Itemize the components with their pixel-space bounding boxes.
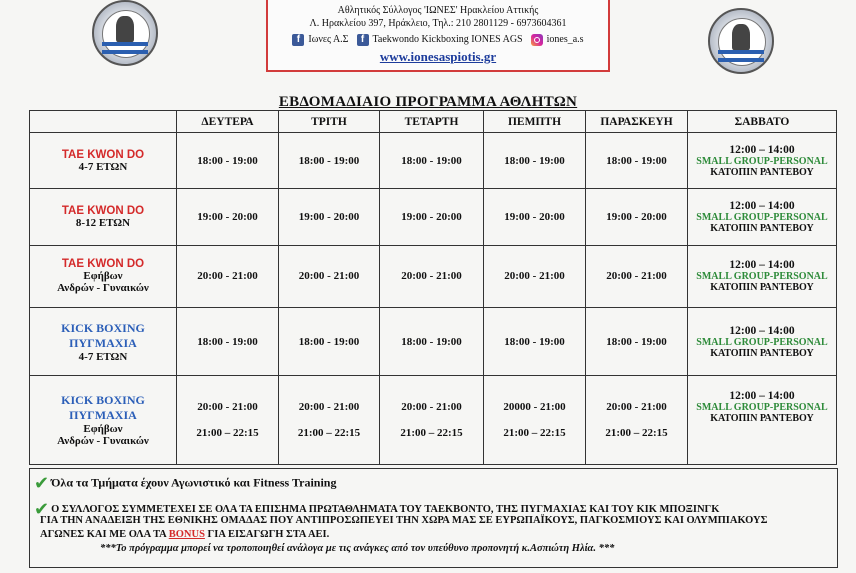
saturday-time: 12:00 – 14:00	[729, 324, 795, 337]
time-cell: 18:00 - 19:00	[484, 308, 586, 376]
time-cell: 18:00 - 19:00	[177, 133, 279, 189]
class-name: KICK BOXING	[61, 393, 145, 408]
time-cell	[279, 376, 380, 465]
schedule-table	[29, 110, 837, 465]
time-slot: 21:00 – 22:15	[503, 427, 566, 440]
page-title: ΕΒΔΟΜΑΔΙΑΙΟ ΠΡΟΓΡΑΜΜΑ ΑΘΛΗΤΩΝ	[278, 94, 578, 110]
table-row	[30, 308, 837, 376]
footer-line-3: ΓΙΑ ΤΗΝ ΑΝΑΔΕΙΞΗ ΤΗΣ ΕΘΝΙΚΗΣ ΟΜΑΔΑΣ ΠΟΥ ΑΝΤΙΠΡΟΣΩΠΕΥΕΙ ΤΗΝ ΧΩΡΑ ΜΑΣ ΣΕ ΕΥΡΩΠΑΪΚΟΥΣ, ΠΑΓΚΟΣΜΙΟΥΣ ΚΑΙ ΟΛΥΜΠΙΑΚΟΥΣ	[40, 515, 768, 526]
check-icon: ✔	[34, 499, 50, 520]
time-slot: 20000 - 21:00	[503, 401, 566, 414]
time-slot: 20:00 - 21:00	[606, 401, 667, 414]
time-slot: 21:00 – 22:15	[196, 427, 259, 440]
time-cell: 20:00 - 21:00	[380, 245, 484, 307]
saturday-cell	[688, 376, 837, 465]
facebook-icon[interactable]: f	[292, 34, 304, 46]
class-cell	[30, 308, 177, 376]
footer-text-2: Ο ΣΥΛΛΟΓΟΣ ΣΥΜΜΕΤΕΧΕΙ ΣΕ ΟΛΑ ΤΑ ΕΠΙΣΗΜΑ ΠΡΩΤΑΘΛΗΜΑΤΑ ΤΟΥ ΤΑΕΚΒΟΝΤΟ, ΤΗΣ ΠΥΓΜΑΧΙΑΣ ΚΑΙ ΤΟΥ ΚΙΚ ΜΠΟΞΙΝΓΚ	[51, 503, 720, 515]
saturday-cell	[688, 133, 837, 189]
header-address: Λ. Ηρακλείου 397, Ηράκλειο, Τηλ.: 210 2801129 - 6973604361	[309, 18, 567, 29]
footer-line-1	[34, 473, 336, 494]
facebook-icon[interactable]: f	[357, 34, 369, 46]
saturday-note: ΚΑΤΟΠΙΝ ΡΑΝΤΕΒΟΥ	[710, 166, 814, 178]
time-slot: 21:00 – 22:15	[297, 427, 361, 440]
saturday-group: SMALL GROUP-PERSONAL	[696, 402, 828, 414]
footer-text-1: Όλα τα Τμήματα έχουν Αγωνιστικό και Fitness Training	[51, 475, 337, 490]
footer-line-4	[40, 529, 329, 540]
time-cell: 18:00 - 19:00	[177, 308, 279, 376]
saturday-time: 12:00 – 14:00	[729, 200, 795, 213]
time-slot: 21:00 – 22:15	[605, 427, 668, 440]
header-box	[266, 0, 610, 72]
check-icon: ✔	[34, 473, 50, 494]
saturday-group: SMALL GROUP-PERSONAL	[696, 155, 828, 167]
time-cell: 18:00 - 19:00	[586, 133, 688, 189]
footer-text-4a: ΑΓΩΝΕΣ ΚΑΙ ΜΕ ΟΛΑ ΤΑ	[40, 529, 169, 540]
time-cell: 19:00 - 20:00	[279, 189, 380, 245]
table-row	[30, 189, 837, 245]
table-row	[30, 376, 837, 465]
time-slot: 20:00 - 21:00	[298, 401, 360, 414]
club-logo-right	[708, 8, 774, 74]
day-header: ΔΕΥΤΕΡΑ	[177, 111, 279, 133]
class-age: 8-12 ΕΤΩΝ	[75, 217, 131, 230]
time-cell: 20:00 - 21:00	[586, 245, 688, 307]
time-cell: 18:00 - 19:00	[380, 133, 484, 189]
website-link[interactable]: www.ionesaspiotis.gr	[379, 49, 497, 64]
time-slot: 20:00 - 21:00	[401, 401, 462, 414]
time-cell: 19:00 - 20:00	[177, 189, 279, 245]
saturday-note: ΚΑΤΟΠΙΝ ΡΑΝΤΕΒΟΥ	[710, 223, 814, 235]
time-slot: 20:00 - 21:00	[197, 401, 258, 414]
time-cell: 19:00 - 20:00	[380, 189, 484, 245]
time-cell	[484, 376, 586, 465]
day-header: ΤΕΤΑΡΤΗ	[380, 111, 484, 133]
class-gender: Ανδρών - Γυναικών	[57, 282, 149, 295]
instagram-link[interactable]: iones_a.s	[546, 34, 584, 45]
saturday-time: 12:00 – 14:00	[729, 143, 795, 156]
class-name-2: ΠΥΓΜΑΧΙΑ	[69, 408, 137, 423]
instagram-icon[interactable]	[531, 34, 543, 46]
class-gender: Ανδρών - Γυναικών	[57, 435, 149, 448]
class-name: TAE KWON DO	[61, 148, 145, 161]
class-name: KICK BOXING	[61, 320, 145, 335]
time-cell: 18:00 - 19:00	[380, 308, 484, 376]
saturday-note: ΚΑΤΟΠΙΝ ΡΑΝΤΕΒΟΥ	[710, 413, 814, 425]
saturday-note: ΚΑΤΟΠΙΝ ΡΑΝΤΕΒΟΥ	[710, 282, 814, 294]
time-cell: 18:00 - 19:00	[484, 133, 586, 189]
day-header: ΠΕΜΠΤΗ	[484, 111, 586, 133]
footer-notes	[29, 468, 838, 568]
saturday-time: 12:00 – 14:00	[729, 390, 795, 403]
facebook-link-1[interactable]: Ιωνες Α.Σ	[308, 34, 349, 45]
time-cell: 19:00 - 20:00	[586, 189, 688, 245]
table-row	[30, 245, 837, 307]
saturday-time: 12:00 – 14:00	[729, 259, 795, 272]
time-slot: 21:00 – 22:15	[400, 427, 463, 440]
class-name: TAE KWON DO	[61, 205, 145, 218]
saturday-group: SMALL GROUP-PERSONAL	[696, 212, 828, 224]
day-header: ΤΡΙΤΗ	[279, 111, 380, 133]
class-name: TAE KWON DO	[61, 258, 145, 271]
footer-text-4b: ΓΙΑ ΕΙΣΑΓΩΓΗ ΣΤΑ ΑΕΙ.	[204, 529, 330, 540]
time-cell: 18:00 - 19:00	[279, 308, 380, 376]
class-cell	[30, 189, 177, 245]
time-cell: 18:00 - 19:00	[279, 133, 380, 189]
time-cell	[177, 376, 279, 465]
class-name-2: ΠΥΓΜΑΧΙΑ	[69, 335, 137, 350]
time-cell: 18:00 - 19:00	[586, 308, 688, 376]
time-cell: 19:00 - 20:00	[484, 189, 586, 245]
day-header: ΠΑΡΑΣΚΕΥΗ	[586, 111, 688, 133]
header-corner	[30, 111, 177, 133]
table-header-row	[30, 111, 837, 133]
social-links	[268, 32, 608, 48]
saturday-cell	[688, 245, 837, 307]
footer-disclaimer: ***Το πρόγραμμα μπορεί να τροποποιηθεί ανάλογα με τις ανάγκες από τον υπεύθυνο προπονητή κ.Ασπιώτη Ηλία. ***	[100, 543, 615, 554]
table-row	[30, 133, 837, 189]
time-cell: 20:00 - 21:00	[279, 245, 380, 307]
class-age: Εφήβων	[83, 423, 123, 436]
class-age: 4-7 ΕΤΩΝ	[78, 160, 128, 173]
bonus-highlight: BONUS	[168, 529, 205, 540]
class-age: Εφήβων	[83, 270, 123, 283]
header-club-name: Αθλητικός Σύλλογος 'ΙΩΝΕΣ' Ηρακλείου Αττικής	[337, 5, 539, 16]
time-cell: 20:00 - 21:00	[177, 245, 279, 307]
class-cell	[30, 133, 177, 189]
club-logo-left	[92, 0, 158, 66]
time-cell	[380, 376, 484, 465]
saturday-note: ΚΑΤΟΠΙΝ ΡΑΝΤΕΒΟΥ	[710, 347, 814, 359]
time-cell: 20:00 - 21:00	[484, 245, 586, 307]
time-cell	[586, 376, 688, 465]
class-age: 4-7 ΕΤΩΝ	[78, 350, 128, 363]
day-header: ΣΑΒΒΑΤΟ	[688, 111, 837, 133]
class-cell	[30, 376, 177, 465]
saturday-cell	[688, 189, 837, 245]
saturday-cell	[688, 308, 837, 376]
saturday-group: SMALL GROUP-PERSONAL	[696, 336, 828, 348]
class-cell	[30, 245, 177, 307]
saturday-group: SMALL GROUP-PERSONAL	[696, 271, 828, 283]
facebook-link-2[interactable]: Taekwondo Kickboxing IONES AGS	[372, 34, 523, 45]
